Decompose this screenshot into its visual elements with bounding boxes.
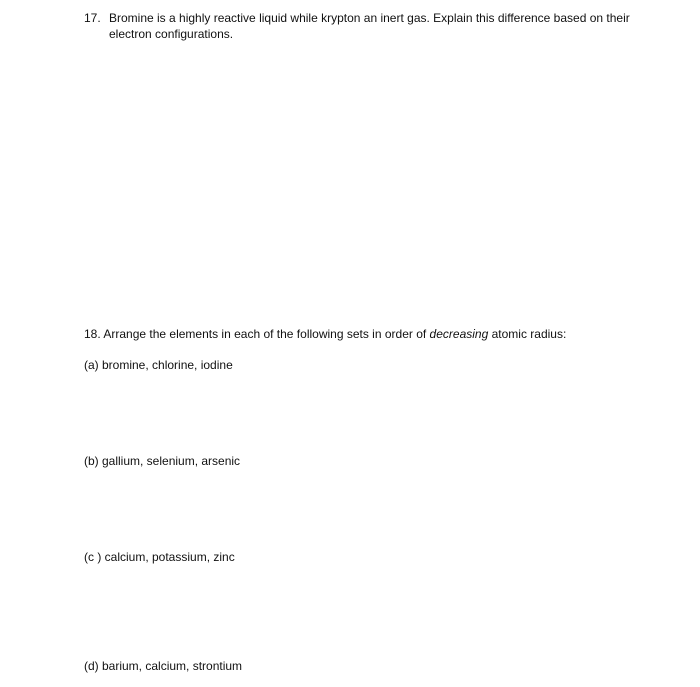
question-17 [84, 10, 644, 42]
question-18-prompt [84, 326, 644, 342]
question-18-prompt-end: atomic radius: [488, 327, 567, 341]
question-18-item-a: (a) bromine, chlorine, iodine [84, 358, 233, 372]
question-18-prompt-start: 18. Arrange the elements in each of the following sets in order of [84, 327, 430, 341]
question-17-number: 17. [84, 11, 101, 25]
question-18-item-c: (c ) calcium, potassium, zinc [84, 550, 235, 564]
question-18-emphasis: decreasing [429, 327, 489, 341]
question-18-item-b: (b) gallium, selenium, arsenic [84, 454, 241, 468]
question-18-item-d: (d) barium, calcium, strontium [84, 659, 243, 673]
question-17-text: Bromine is a highly reactive liquid while krypton an inert gas. Explain this difference based on their electron configurations. [109, 11, 630, 41]
